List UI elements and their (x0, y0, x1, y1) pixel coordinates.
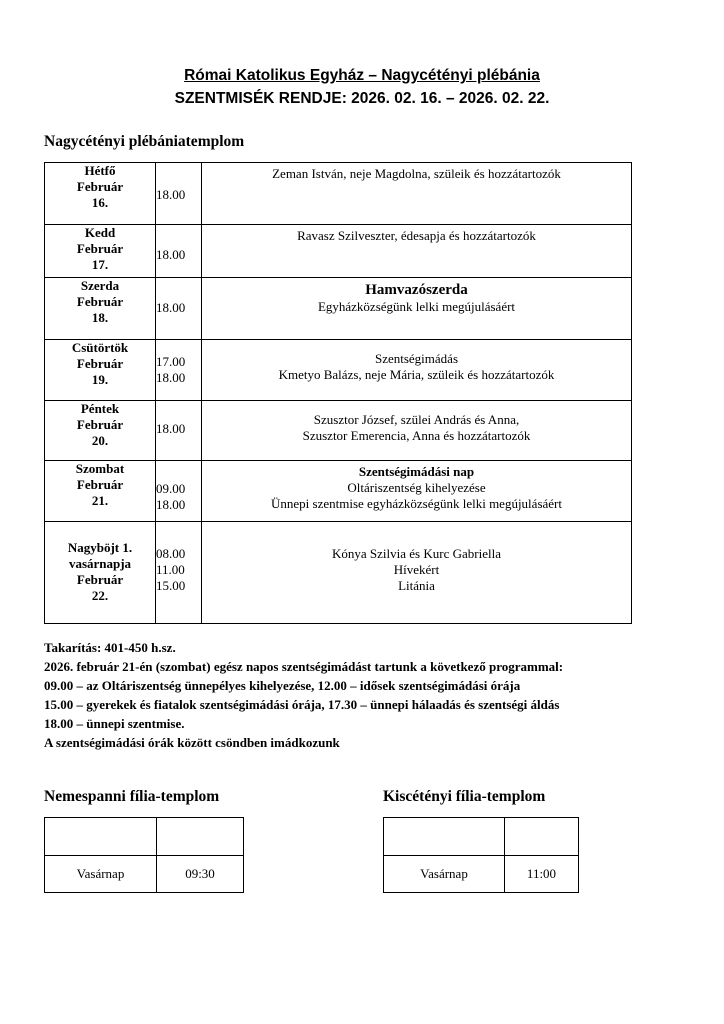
day-cell (45, 278, 156, 340)
day-cell (45, 461, 156, 522)
intention-cell (202, 340, 632, 401)
mass-time: 17.00 (156, 354, 186, 369)
mass-time: 18.00 (156, 421, 186, 436)
intention-line: Szusztor József, szülei András és Anna, (313, 412, 520, 427)
day-cell (45, 522, 156, 624)
intention-line: Ünnepi szentmise egyházközségünk lelki megújulásáért (271, 496, 562, 511)
day-cell (45, 163, 156, 225)
day-line: Nagyböjt 1. (67, 540, 133, 555)
day-line: Szombat (75, 461, 125, 476)
filia1-title: Nemespanni fília-templom (44, 788, 220, 805)
mass-time: 18.00 (156, 300, 186, 315)
time-cell (156, 163, 202, 225)
mass-time: 18.00 (156, 187, 186, 202)
filia2-table (383, 817, 579, 893)
intention-line: Egyházközségünk lelki megújulásáért (317, 299, 516, 314)
filia1-time: 09:30 (157, 856, 244, 893)
note-line: A szentségimádási órák között csöndben imádkozunk (44, 735, 340, 750)
day-line: vasárnapja (68, 556, 132, 571)
intention-line: Szentségimádás (374, 351, 459, 366)
mass-time: 08.00 (156, 546, 186, 561)
day-line: 18. (91, 310, 109, 325)
intention-cell (202, 278, 632, 340)
intention-cell (202, 461, 632, 522)
intention-cell (202, 522, 632, 624)
notes (44, 638, 563, 752)
day-cell (45, 340, 156, 401)
main-church-title: Nagycétényi plébániatemplom (44, 133, 245, 150)
note-line: Takarítás: 401-450 h.sz. (44, 640, 176, 655)
filia1-table (44, 817, 244, 893)
day-line: 21. (91, 493, 109, 508)
intention-line: Ravasz Szilveszter, édesapja és hozzátartozók (297, 228, 536, 243)
schedule-row (45, 522, 632, 624)
time-cell (156, 522, 202, 624)
day-line: 19. (91, 372, 109, 387)
day-line: 22. (91, 588, 109, 603)
day-cell (45, 401, 156, 461)
time-cell (156, 340, 202, 401)
time-cell (156, 461, 202, 522)
filia2-day: Vasárnap (384, 856, 505, 893)
intention-line: Kmetyo Balázs, neje Mária, szüleik és hozzátartozók (278, 367, 555, 382)
day-heading: Szentségimádási nap (358, 464, 475, 479)
time-cell (156, 225, 202, 278)
header-subtitle: SZENTMISÉK RENDJE: 2026. 02. 16. – 2026. 02. 22. (174, 90, 550, 107)
header-title: Római Katolikus Egyház – Nagycétényi plébánia (184, 67, 540, 84)
note-line: 2026. február 21-én (szombat) egész napos szentségimádást tartunk a következő programmal: (44, 659, 564, 674)
intention-line: Szusztor Emerencia, Anna és hozzátartozók (302, 428, 531, 443)
day-line: Csütörtök (71, 340, 129, 355)
filia2-time: 11:00 (505, 856, 579, 893)
day-line: Február (76, 572, 124, 587)
mass-time: 18.00 (156, 497, 186, 512)
mass-time: 18.00 (156, 247, 186, 262)
day-line: 17. (91, 257, 109, 272)
schedule-row (45, 401, 632, 461)
time-cell (156, 401, 202, 461)
day-line: Hétfő (84, 163, 116, 178)
day-cell (45, 225, 156, 278)
intention-cell (202, 225, 632, 278)
schedule-row (45, 225, 632, 278)
filia1-day: Vasárnap (45, 856, 157, 893)
intention-line: Litánia (398, 578, 435, 593)
schedule-row (45, 163, 632, 225)
mass-time: 15.00 (156, 578, 186, 593)
day-line: Február (76, 477, 124, 492)
mass-time: 11.00 (156, 562, 185, 577)
day-line: Kedd (84, 225, 116, 240)
mass-time: 09.00 (156, 481, 186, 496)
intention-cell (202, 401, 632, 461)
schedule-row (45, 340, 632, 401)
intention-line: Kónya Szilvia és Kurc Gabriella (332, 546, 501, 561)
schedule-row (45, 278, 632, 340)
note-line: 09.00 – az Oltáriszentség ünnepélyes kihelyezése, 12.00 – idősek szentségimádási órája (44, 678, 521, 693)
day-line: 20. (91, 433, 109, 448)
day-line: Február (76, 241, 124, 256)
note-line: 15.00 – gyerekek és fiatalok szentségimádási órája, 17.30 – ünnepi hálaadás és szentségi áldás (44, 697, 560, 712)
day-line: Február (76, 294, 124, 309)
day-line: Péntek (80, 401, 120, 416)
schedule-row (45, 461, 632, 522)
day-line: 16. (91, 195, 109, 210)
mass-schedule-table (44, 162, 632, 624)
time-cell (156, 278, 202, 340)
intention-line: Oltáriszentség kihelyezése (347, 480, 486, 495)
intention-line: Hívekért (393, 562, 440, 577)
mass-time: 18.00 (156, 370, 186, 385)
day-line: Február (76, 179, 124, 194)
day-line: Február (76, 356, 124, 371)
intention-cell (202, 163, 632, 225)
day-line: Február (76, 417, 124, 432)
feast-heading: Hamvazószerda (365, 282, 468, 298)
filia2-title: Kiscétényi fília-templom (383, 788, 546, 805)
intention-line: Zeman István, neje Magdolna, szüleik és hozzátartozók (272, 166, 561, 181)
note-line: 18.00 – ünnepi szentmise. (44, 716, 185, 731)
day-line: Szerda (80, 278, 120, 293)
